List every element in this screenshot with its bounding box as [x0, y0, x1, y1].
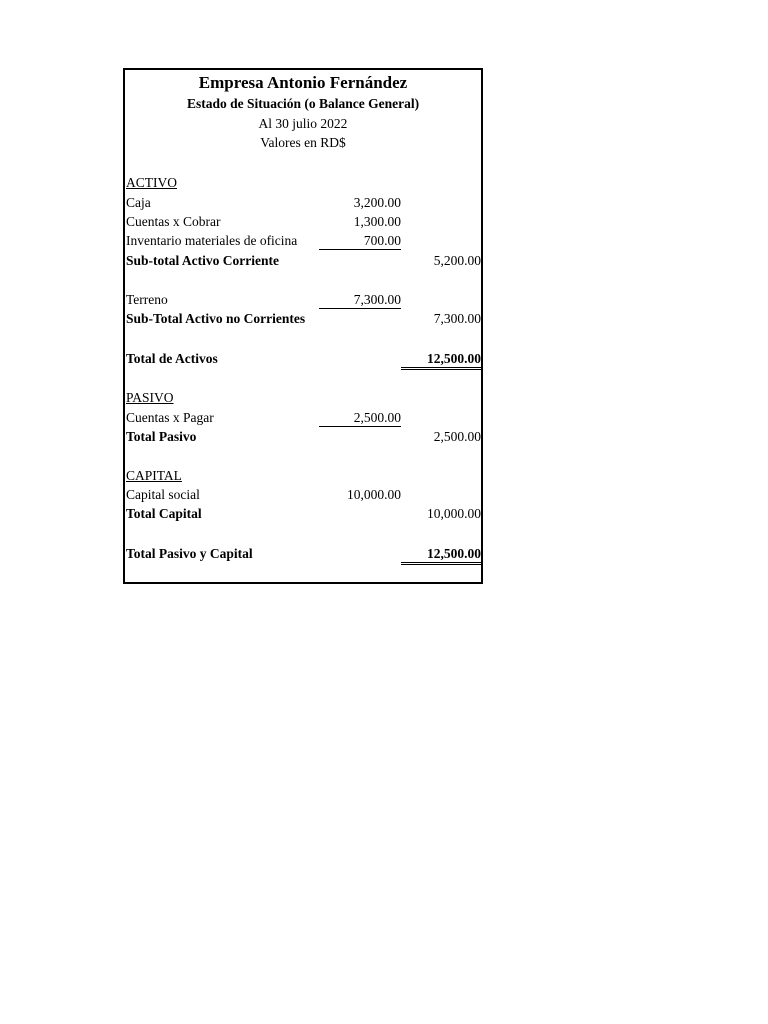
item-label: Capital social — [126, 487, 200, 502]
line-item — [125, 193, 481, 212]
subtotal-label: Sub-Total Activo no Corrientes — [126, 311, 306, 326]
subtotal-label: Sub-total Activo Corriente — [126, 253, 279, 268]
company-name: Empresa Antonio Fernández — [198, 73, 408, 92]
subtotal-row — [125, 309, 481, 328]
item-value: 3,200.00 — [353, 195, 401, 210]
section-label: CAPITAL — [126, 468, 182, 483]
total-value: 2,500.00 — [433, 429, 481, 444]
section-header-activo — [125, 173, 481, 192]
item-value: 1,300.00 — [353, 214, 401, 229]
grand-total-value: 12,500.00 — [401, 544, 481, 565]
subtotal-value: 5,200.00 — [433, 253, 481, 268]
total-value: 10,000.00 — [427, 506, 481, 521]
total-label: Total Pasivo — [126, 429, 197, 444]
section-header-capital — [125, 466, 481, 485]
section-label: ACTIVO — [126, 175, 177, 190]
line-item — [125, 408, 481, 427]
item-label: Inventario materiales de oficina — [126, 233, 298, 248]
item-label: Cuentas x Cobrar — [126, 214, 221, 229]
total-label: Total Capital — [126, 506, 202, 521]
item-value: 700.00 — [319, 231, 401, 250]
grand-total-row — [125, 544, 481, 563]
total-row — [125, 349, 481, 368]
total-value: 12,500.00 — [401, 349, 481, 370]
grand-total-label: Total Pasivo y Capital — [126, 546, 253, 561]
section-header-pasivo — [125, 388, 481, 407]
statement-date: Al 30 julio 2022 — [258, 116, 348, 131]
line-item — [125, 290, 481, 309]
total-label: Total de Activos — [126, 351, 218, 366]
subtotal-value: 7,300.00 — [433, 311, 481, 326]
total-row — [125, 504, 481, 523]
item-value: 2,500.00 — [319, 408, 401, 427]
total-row — [125, 427, 481, 446]
item-label: Cuentas x Pagar — [126, 410, 214, 425]
subtotal-row — [125, 251, 481, 270]
line-item — [125, 212, 481, 231]
line-item — [125, 231, 481, 250]
statement-title: Estado de Situación (o Balance General) — [186, 96, 420, 111]
item-label: Terreno — [126, 292, 168, 307]
item-label: Caja — [126, 195, 151, 210]
currency-note: Valores en RD$ — [260, 135, 346, 150]
item-value: 7,300.00 — [319, 290, 401, 309]
section-label: PASIVO — [126, 390, 174, 405]
item-value: 10,000.00 — [347, 487, 401, 502]
balance-sheet — [123, 68, 483, 584]
line-item — [125, 485, 481, 504]
